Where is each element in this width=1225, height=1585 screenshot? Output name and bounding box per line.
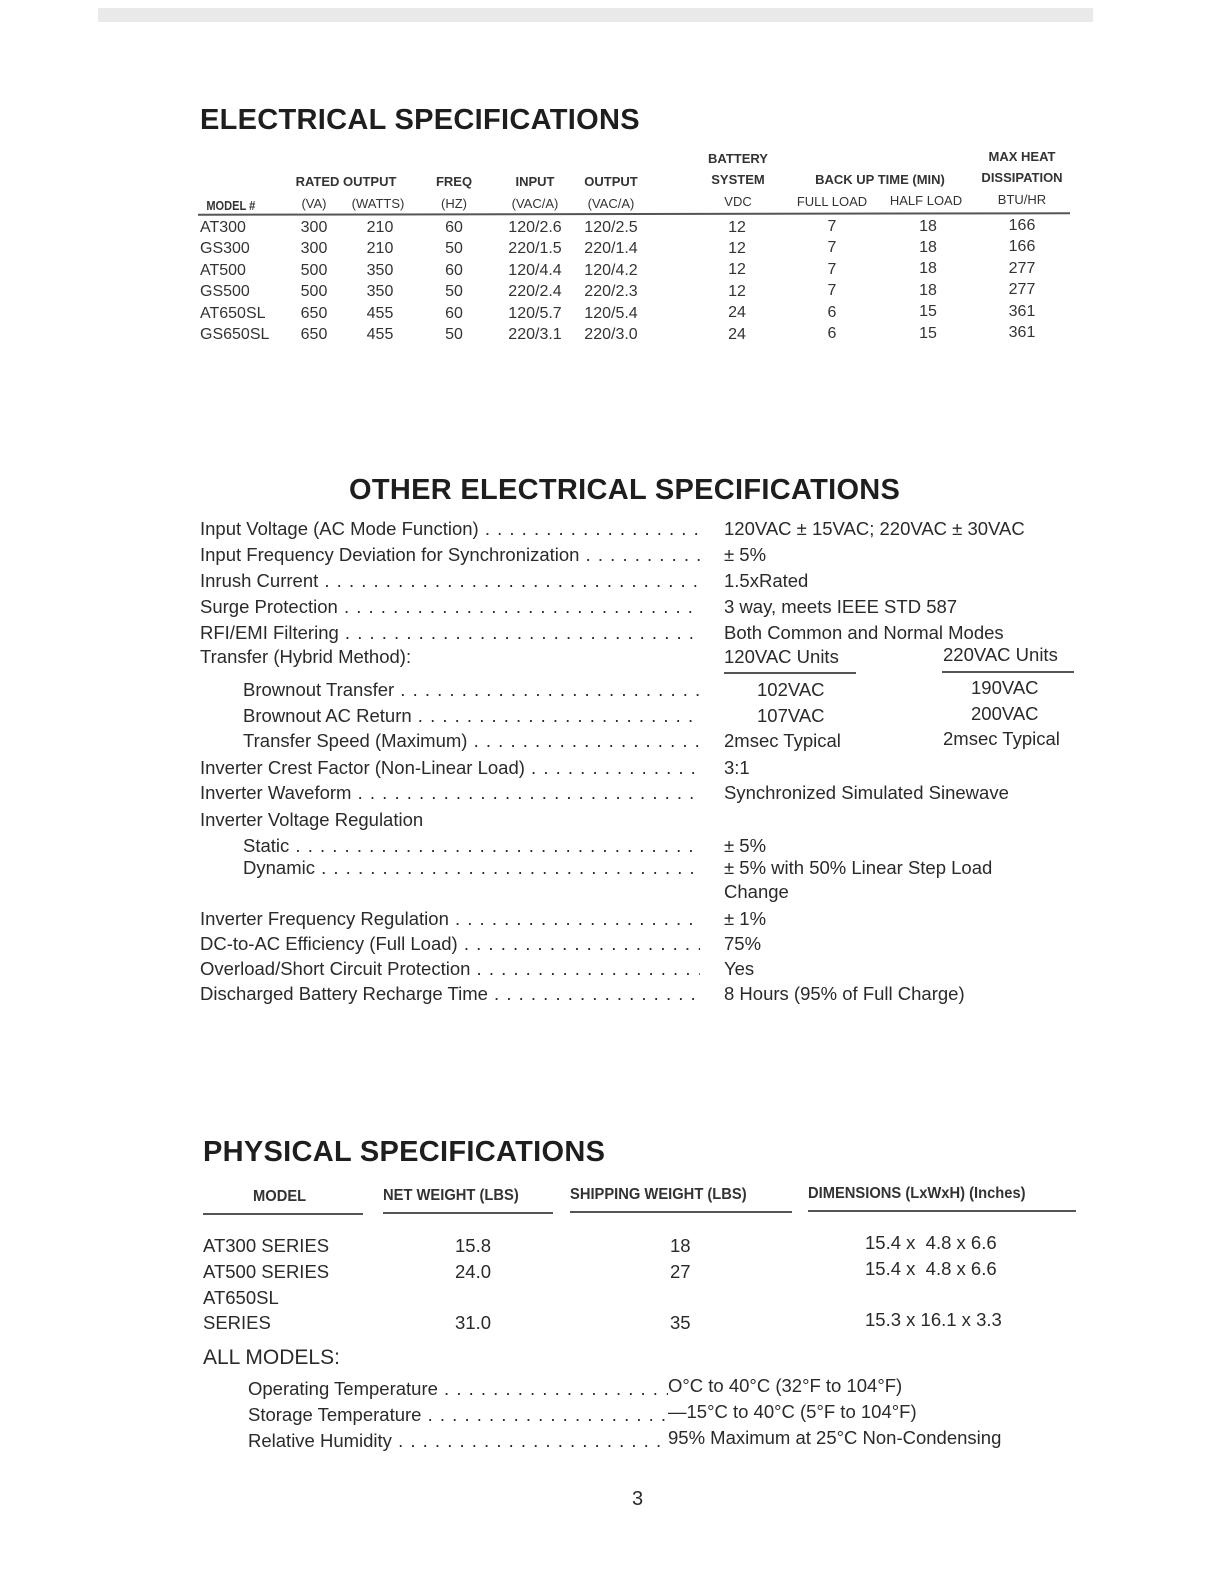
spec-value-220: 2msec Typical	[943, 728, 1060, 749]
th-rated-output: RATED OUTPUT	[295, 174, 397, 189]
spec-value: ± 5%	[724, 835, 767, 856]
cell: 18	[919, 238, 937, 256]
spec-label: Surge Protection . . .	[200, 596, 700, 618]
cell: 300	[300, 240, 328, 258]
spec-label: Brownout Transfer . . .	[243, 679, 700, 701]
cell: 24	[728, 304, 746, 322]
spec-label: Inverter Voltage Regulation	[200, 809, 424, 830]
cell: GS500	[200, 283, 250, 301]
cell: 220/3.0	[584, 326, 638, 343]
net-weight-cell: 24.0	[455, 1261, 492, 1282]
spec-label: Brownout AC Return . . .	[243, 705, 700, 727]
spec-value-220: 190VAC	[971, 677, 1039, 698]
cell: 300	[300, 219, 328, 236]
spec-value: Synchronized Simulated Sinewave	[724, 782, 1009, 803]
th-vdc: VDC	[724, 194, 752, 209]
cell: 500	[300, 261, 328, 279]
model-cell: SERIES	[203, 1312, 271, 1333]
all-models-label: ALL MODELS:	[203, 1346, 340, 1369]
th-freq: FREQ	[435, 174, 473, 189]
cell: 7	[827, 282, 837, 300]
cell: 210	[366, 240, 394, 258]
ph-rule	[383, 1212, 553, 1214]
shipping-weight-cell: 18	[670, 1235, 691, 1256]
th-half: HALF LOAD	[889, 193, 963, 208]
spec-label: Inverter Waveform . . .	[200, 782, 700, 804]
cell: 6	[827, 325, 837, 342]
dimensions-cell: 15.4 x 4.8 x 6.6	[865, 1232, 997, 1253]
spec-label: DC-to-AC Efficiency (Full Load) . . .	[200, 933, 700, 955]
spec-label: Inrush Current . . .	[200, 570, 700, 592]
env-label: Relative Humidity . . .	[248, 1430, 668, 1452]
cell: 60	[445, 304, 463, 322]
cell: 120/4.2	[584, 261, 638, 279]
net-weight-cell: 15.8	[455, 1235, 492, 1256]
cell: 120/2.6	[508, 219, 562, 236]
cell: 50	[445, 240, 463, 258]
th-btu: BTU/HR	[997, 192, 1047, 207]
th-battery: BATTERY	[708, 151, 768, 166]
cell: 220/1.4	[584, 240, 638, 258]
cell: GS300	[200, 240, 250, 258]
cell: 6	[827, 303, 837, 321]
spec-value: ± 5% with 50% Linear Step Load	[724, 857, 993, 878]
env-label: Operating Temperature . . .	[248, 1378, 668, 1400]
cell: 650	[300, 304, 328, 322]
cell: 361	[1008, 324, 1036, 341]
cell: 60	[445, 261, 463, 279]
cell: 18	[919, 217, 937, 235]
net-weight-cell: 31.0	[455, 1312, 492, 1333]
env-value: O°C to 40°C (32°F to 104°F)	[668, 1375, 903, 1396]
cell: AT500	[200, 261, 246, 279]
spec-label: Transfer (Hybrid Method):	[200, 646, 412, 667]
cell: 277	[1008, 259, 1036, 277]
ph-net: NET WEIGHT (LBS)	[383, 1187, 519, 1204]
cell: 277	[1008, 281, 1036, 299]
cell: 220/3.1	[508, 326, 562, 343]
ph-ship: SHIPPING WEIGHT (LBS)	[570, 1186, 747, 1203]
spec-label: Transfer Speed (Maximum) . . .	[243, 730, 700, 752]
th-input-unit: (VAC/A)	[511, 196, 559, 211]
cell: 220/2.4	[508, 283, 562, 301]
cell: 24	[728, 325, 746, 343]
ph-model: MODEL	[253, 1188, 307, 1205]
env-value: —15°C to 40°C (5°F to 104°F)	[668, 1401, 917, 1422]
spec-value: Both Common and Normal Modes	[724, 622, 1004, 643]
spec-value: 102VAC	[757, 679, 825, 700]
ph-dims: DIMENSIONS (LxWxH) (Inches)	[808, 1185, 1026, 1202]
cell: 50	[445, 283, 463, 301]
th-maxheat: MAX HEAT	[988, 149, 1056, 164]
spec-value: 120VAC Units	[724, 646, 839, 667]
th-model: MODEL #	[206, 198, 256, 213]
cell: AT650SL	[200, 304, 266, 322]
th-system: SYSTEM	[711, 172, 765, 187]
spec-value: Yes	[724, 958, 755, 979]
spec-label: Input Voltage (AC Mode Function) . . .	[200, 518, 700, 540]
th-full: FULL LOAD	[796, 194, 868, 209]
spec-value: ± 5%	[724, 544, 767, 565]
cell: 455	[366, 326, 394, 343]
cell: 12	[728, 282, 746, 300]
header-rule	[198, 212, 1070, 216]
spec-value: 1.5xRated	[724, 570, 809, 591]
cell: 12	[728, 218, 746, 236]
underline-220	[942, 671, 1074, 673]
spec-value: 120VAC ± 15VAC; 220VAC ± 30VAC	[724, 518, 1025, 539]
spec-label: Overload/Short Circuit Protection . . .	[200, 958, 700, 980]
physical-title: PHYSICAL SPECIFICATIONS	[203, 1136, 606, 1168]
spec-value: 3:1	[724, 757, 750, 778]
cell: 18	[919, 281, 937, 299]
spec-value: 3 way, meets IEEE STD 587	[724, 596, 958, 617]
th-hz: (HZ)	[441, 196, 467, 211]
cell: 455	[366, 304, 394, 322]
th-dissipation: DISSIPATION	[981, 170, 1063, 185]
spec-label: Inverter Frequency Regulation . . .	[200, 908, 700, 930]
cell: 12	[728, 239, 746, 257]
spec-label: RFI/EMI Filtering . . .	[200, 622, 700, 644]
th-input: INPUT	[515, 174, 555, 189]
spec-value-220: 220VAC Units	[943, 644, 1058, 665]
cell: 166	[1008, 238, 1036, 256]
cell: 120/2.5	[584, 219, 638, 236]
spec-value: 75%	[724, 933, 762, 954]
th-backup: BACK UP TIME (MIN)	[815, 172, 945, 187]
cell: 18	[919, 260, 937, 278]
model-cell: AT300 SERIES	[203, 1235, 330, 1256]
cell: 15	[919, 303, 937, 321]
cell: 120/5.7	[508, 304, 562, 322]
spec-label: Inverter Crest Factor (Non-Linear Load) . . .	[200, 757, 700, 779]
other-title: OTHER ELECTRICAL SPECIFICATIONS	[349, 474, 901, 506]
th-va: (VA)	[301, 196, 327, 211]
cell: 7	[827, 218, 837, 235]
cell: 350	[366, 261, 394, 279]
spec-value: 2msec Typical	[724, 730, 841, 751]
cell: 220/2.3	[584, 283, 638, 301]
cell: 15	[919, 324, 937, 342]
cell: 220/1.5	[508, 240, 562, 258]
cell: 350	[366, 283, 394, 301]
cell: 361	[1008, 302, 1036, 320]
th-output-unit: (VAC/A)	[587, 196, 635, 211]
spec-value-continued: Change	[724, 881, 789, 902]
cell: 166	[1008, 217, 1036, 234]
spec-label: Dynamic . . .	[243, 857, 700, 879]
cell: GS650SL	[200, 326, 270, 343]
shipping-weight-cell: 35	[670, 1312, 691, 1333]
cell: 210	[366, 219, 394, 236]
ph-rule	[570, 1211, 792, 1213]
env-label: Storage Temperature . . .	[248, 1404, 668, 1426]
cell: 120/4.4	[508, 261, 562, 279]
th-output: OUTPUT	[584, 174, 638, 189]
cell: 500	[300, 283, 328, 301]
spec-label: Input Frequency Deviation for Synchronization . . .	[200, 544, 700, 566]
spec-label: Static . . .	[243, 835, 700, 857]
page-number: 3	[632, 1488, 644, 1510]
underline-120	[724, 672, 856, 674]
dimensions-cell: 15.4 x 4.8 x 6.6	[865, 1258, 997, 1279]
model-cell: AT650SL	[203, 1287, 279, 1308]
cell: 60	[445, 219, 463, 236]
ph-rule	[808, 1210, 1076, 1212]
electrical-title: ELECTRICAL SPECIFICATIONS	[200, 104, 640, 136]
env-value: 95% Maximum at 25°C Non-Condensing	[668, 1427, 1002, 1448]
spec-value: ± 1%	[724, 908, 767, 929]
cell: 12	[728, 261, 746, 279]
cell: 650	[300, 326, 328, 343]
ph-rule	[203, 1213, 363, 1215]
spec-value: 8 Hours (95% of Full Charge)	[724, 983, 965, 1004]
scan-edge	[98, 8, 1093, 22]
dimensions-cell: 15.3 x 16.1 x 3.3	[865, 1309, 1002, 1330]
cell: 7	[827, 260, 837, 278]
cell: 50	[445, 326, 463, 343]
spec-value-220: 200VAC	[971, 703, 1039, 724]
spec-label: Discharged Battery Recharge Time . . .	[200, 983, 700, 1005]
cell: 7	[827, 239, 837, 257]
cell: AT300	[200, 219, 246, 236]
model-cell: AT500 SERIES	[203, 1261, 330, 1282]
shipping-weight-cell: 27	[670, 1261, 691, 1282]
spec-value: 107VAC	[757, 705, 825, 726]
cell: 120/5.4	[584, 304, 638, 322]
th-watts: (WATTS)	[351, 196, 405, 211]
